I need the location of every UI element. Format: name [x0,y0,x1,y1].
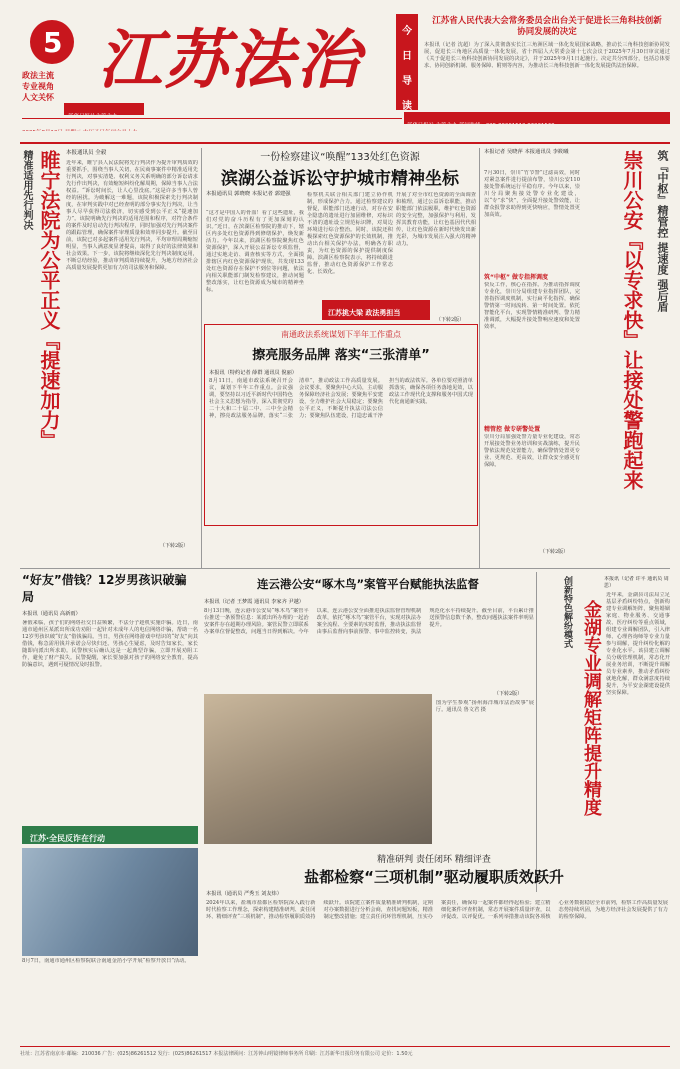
group-label [64,114,118,115]
friend-loan-headline[interactable]: “好友”借钱？12岁男孩识破骗局 [22,573,187,604]
anti-fraud-banner [22,826,198,844]
right-body-1: 7月30日，崇川“竹节警”过滤高效，同时对紧急案件进行提前布警，崇川公安110接处警系统运行平稳有序。今年以来，崇川分局聚焦接处警专业化建设，以“专”求“快”，全面提升接处警效能，让群众报警求助得到更快响应，警情处置更加高效。 [484,170,580,218]
center-body-1: “这才是中国人的骨血！看了这些遗址，我们对党的奋斗历程有了更加深刻的认识。”近日，在滨湖区检察院的推动下，辖区内多处红色资源得到修缮保护，焕发新活力。今年以来，滨湖区检察院聚焦红色资源保护，深入开展公益诉讼专项监督，通过实地走访、调查核实等方式，全面摸排辖区内红色资源保护现状，共发现133处红色资源存在保护不到位等问题，依法向相关职能部门制发检察建议，推动问题整改落实，让红色资源成为城市的精神坐标。 [206,210,304,293]
right-continue: （下转2版） [540,549,569,555]
info-bar [404,112,670,124]
left-photo [22,848,198,956]
top-news[interactable] [424,14,670,110]
issue-bar [22,130,402,140]
info-line [404,123,555,124]
slogan-1: 政法主流 [22,71,54,80]
boxed-headline[interactable]: 擦亮服务品牌 落实“三张清单” [252,348,430,363]
friend-loan-byline: 本报讯（通讯员 高新雨） [22,611,81,617]
lead-left-headline[interactable]: 睢宁法院为公平正义『提速加力』 [37,150,61,450]
slogan-3: 人文关怀 [22,93,54,102]
right-sub1: 筑“中枢” 做专指挥调度 [484,274,548,280]
center-photo [204,694,432,844]
yc-body: 2024年以来，盐城市盐都区检察院深入践行新时代检察工作理念，探索构建精准研判、责任闭环、精细评查“三项机制”，推动检察履职质效持续跃升。该院建立案件质量精准研判机制，定期对办案数据进行分析会商，查找问题短板，精准制定整改措施；建立责任闭环管理机制，压实办案责任，确保每一起案件都经得起检验；建立精细化案件评查机制，常态开展案件质量评查，以评促改、以评促优。一系列举措推动该院各项核心业务数据稳居全市前列，检察工作高质量发展态势持续巩固，为地方经济社会发展提供了有力的检察保障。 [206,900,668,920]
center-headline[interactable]: 滨湖公益诉讼守护城市精神坐标 [221,169,459,186]
center-body-2: 检察机关联合相关部门建立协作机制，形成保护合力。通过检察建议的督促，职能部门迅速行动，对存在安全隐患的遗址进行加固维修，对标识不清的遗址设立规范标识牌，对周边环境进行综合整治。同时，该院还积极探索红色资源保护的长效机制，推动出台相关保护办法，明确各方职责，为红色资源的保护提供制度保障。滨湖区检察院表示，将持续跟进监督，推动红色资源保护工作常态化、长效化。 [307,192,393,275]
col-rule-1 [201,148,202,568]
jinhu-body: 近年来，金湖县司法局立足基层矛盾纠纷特点，创新构建专业调解矩阵，聚焦婚姻家庭、物业服务、交通事故、医疗纠纷等重点领域，组建专业调解团队，引入律师、心理咨询师等专业力量参与调解，提升纠纷化解的专业化水平。该县建立调解员分级管理机制，常态化开展业务培训，不断提升调解员专业素养，推动矛盾纠纷就地化解，群众满意度持续提升，为平安金湖建设提供坚实保障。 [606,592,670,696]
boxed-story[interactable] [204,324,478,526]
lead-left-byline: 本报通讯员 全毅 [66,150,107,156]
right-byline: 本报记者 吴晓萍 本报通讯员 李筱曦 [484,149,569,155]
left-photo-caption: 8月7日，南通市通州区检察院联合南通金箔小学开展“检察开放日”活动。 [22,958,190,964]
logo [30,20,74,64]
footer-rule [20,1046,670,1047]
lead-left-body: 近年来，睢宁县人民法院将先行判决作为提升审判质效的重要抓手，围绕当事人关切，在民商事案件中精准适用先行判决，对事实清楚、权利义务关系明确的部分诉讼请求先行作出判决，有效缩短纠纷化解周期，保障当事人合法权益。“诉讼时间长，让人心里没底。”这是许多当事人曾经的困扰。为破解这一难题，该院积极探索先行判决制度，在审判实践中对已经查明的部分事实先行判决，让当事人尽早获得司法救济，切实感受到公平正义“提速加力”。该院明确先行判决的适用范围和程序，对符合条件的案件及时启动先行判决程序，同时加强对先行判决案件的跟踪管理，确保案件审理质量和效率同步提升。截至目前，该院已对多起案件适用先行判决，平均审理周期缩短明显，当事人满意度显著提高，取得了良好的法律效果和社会效果。下一步，该院将继续深化先行判决制度运用，不断总结经验，推动审判质效持续提升，为地方经济社会高质量发展提供更加有力的司法服务和保障。 [66,160,198,271]
friend-loan-body: 暑假来临，孩子们的网络社交日益频繁，不法分子趁机实施诈骗。近日，南通市通州区某派出所成功劝阻一起针对未成年人的电信网络诈骗，帮助一名12岁男孩识破“好友”借钱骗局。当日，男孩在网络游戏中结识的“好友”向其借钱，称急需用钱并承诺会尽快归还。男孩心生疑虑，及时告知家长，家长随即向派出所求助。民警核实后确认这是一起典型诈骗，立即开展劝阻工作，避免了财产损失。民警提醒，家长要加强对孩子的网络安全教育，提高防骗意识，遇到可疑情况及时报警。 [22,620,198,668]
anti-fraud-text: 江苏·全民反诈在行动 [30,834,106,843]
right-sub2: 精管控 做专研警处置 [484,426,541,432]
col-rule-3 [536,572,537,892]
top-news-title[interactable]: 江苏省人民代表大会常务委员会出台关于促进长三角科技创新协同发展的决定 [432,16,662,37]
slogan-2: 专业视角 [22,82,54,91]
lead-left-continue: （下转2版） [160,543,189,549]
today-char-1: 今 [402,26,412,37]
lyg-body: 8月13日晚，连云港市公安局“啄木鸟”案管平台推送一条预警信息：某派出所办理的一起治安案件存在超期办理风险。案管民警立即联系办案单位督促整改，问题当日得到解决。今年以来，连云港公安全面推进执法监督管理机制改革，依托“啄木鸟”案管平台，实现对执法办案全流程、全要素的实时监督，推动执法监督由事后监督向事前预警、事中监控转变，执法规范化水平持续提升。截至目前，平台累计推送预警信息数千条，整改问题执法案件率明显提升。 [204,608,534,635]
yc-headline[interactable]: 盐都检察“三项机制”驱动履职质效跃升 [304,868,564,886]
jinhu-label: 创新特色解纷模式 [562,576,572,648]
center-byline: 本报通讯员 郭晓晓 本报记者 郭建强 [206,191,291,197]
today-label [396,14,418,110]
jinhu-headline[interactable]: 金湖专业调解矩阵提升精度 [581,600,602,816]
lyg-continue: （下转2版） [494,691,523,697]
lyg-byline: 本报讯（记者 王梦霞 通讯员 李家齐 尹越） [204,599,304,605]
lead-left-label: 精准适用先行判决 [21,150,32,230]
col-rule-2 [479,148,480,568]
jinhu-byline: 本报讯（记者 许平 通讯员 周思） [604,576,669,589]
masthead-title: 江苏法治 [98,23,362,98]
right-label: 筑『中枢』精管控 提速度 强后盾 [656,150,669,312]
center-image-banner [322,300,430,320]
yc-byline: 本报讯（通讯员 严秀玉 刘友炜） [206,891,282,897]
today-char-4: 读 [402,101,412,110]
center-photo-caption: 图为学生参观“扬州海洋城市法治故事”展厅。通讯员 鲁文君 摄 [436,700,534,713]
center-banner-text: 江苏挑大梁 政法勇担当 [328,309,401,317]
masthead-rule [20,142,670,144]
boxed-kicker: 南通政法系统谋划下半年工作重点 [281,330,401,339]
lyg-headline[interactable]: 连云港公安“啄木鸟”案管平台赋能执法监督 [256,577,480,591]
boxed-byline: 本报讯（特约记者 薛群 通讯员 倪丽） [209,370,297,376]
logo-mark: 5 [43,26,63,59]
today-char-3: 导 [402,76,412,87]
yc-kicker: 精准研判 责任闭环 精细评查 [377,855,491,864]
boxed-body: 8月11日，南通市政法系统召开会议，谋划下半年工作重点。会议强调，要坚持以习近平新时代中国特色社会主义思想为指导，深入贯彻党的二十大和二十届二中、三中全会精神，擦亮政法服务品牌，落实“三张清单”，推动政法工作高质量发展。会议要求，要聚焦中心大局，主动服务保障经济社会发展；要聚焦平安建设，全力维护社会大局稳定；要聚焦公平正义，不断提升执法司法公信力；要聚焦队伍建设，打造忠诚干净担当的政法铁军。各单位要对照清单抓落实，确保各项任务落地见效，以政法工作现代化支撑和服务中国式现代化南通新实践。 [209,378,473,419]
right-body-3: 崇川分局加强处警力量专业化建设，常态开展接处警业务培训和实战演练，提升民警依法规范处置能力，确保警情处置更专业、更规范、更高效，让群众安全感更有保障。 [484,434,580,468]
right-body-2: 快反工作，核心在指挥。为推动指挥调度专业化，崇川分局组建专业指挥团队，完善指挥调度机制，实行扁平化指挥，确保警情第一时间流转、第一时间处置。依托智能化平台，实现警情精准研判、警力精准调派，大幅提升接处警响应速度和处置效率。 [484,282,580,330]
center-body-3: 开展了对全市红色资源的全面调查和梳理，通过公益诉讼职能，推动职能部门依法履职，维护红色资源的安全完整，加强保护与利用，发挥其教育功能，让红色基因代代相传，让红色资源在新时代焕发出新光彩，为城市发展注入强大的精神动力。 [396,192,476,247]
footer: 社址：江苏省南京市·邮编：210036 广告：(025)86261512 发行：(025)86261517 本报法律顾问：江苏钟山明镜律师事务所 印刷：江苏新华日报印务有限公司 定价：1.50元 [20,1051,413,1057]
right-headline[interactable]: 崇川公安『以专求快』让接处警跑起来 [620,150,644,490]
center-kicker: 一份检察建议“唤醒”133处红色资源 [260,152,420,162]
row-rule-1 [20,568,670,569]
top-news-body: 本报讯（记者 沈超）为了深入贯彻落实长江三角洲区域一体化发展国家战略，推动长三角科技创新协同发展，促进长三角地区高质量一体化发展，省十四届人大常委会第十七次会议于2025年7月30日审议通过《关于促进长三角科技创新协同发展的决定》，并于2025年9月1日起施行。决定共分四部分，包括总体要求、协同创新机制、服务保障、附则等内容，为推动长三角科技创新一体化发展提供法治保障。 [424,42,670,69]
center-continue: （下转2版） [436,317,465,323]
today-char-2: 日 [402,51,412,62]
